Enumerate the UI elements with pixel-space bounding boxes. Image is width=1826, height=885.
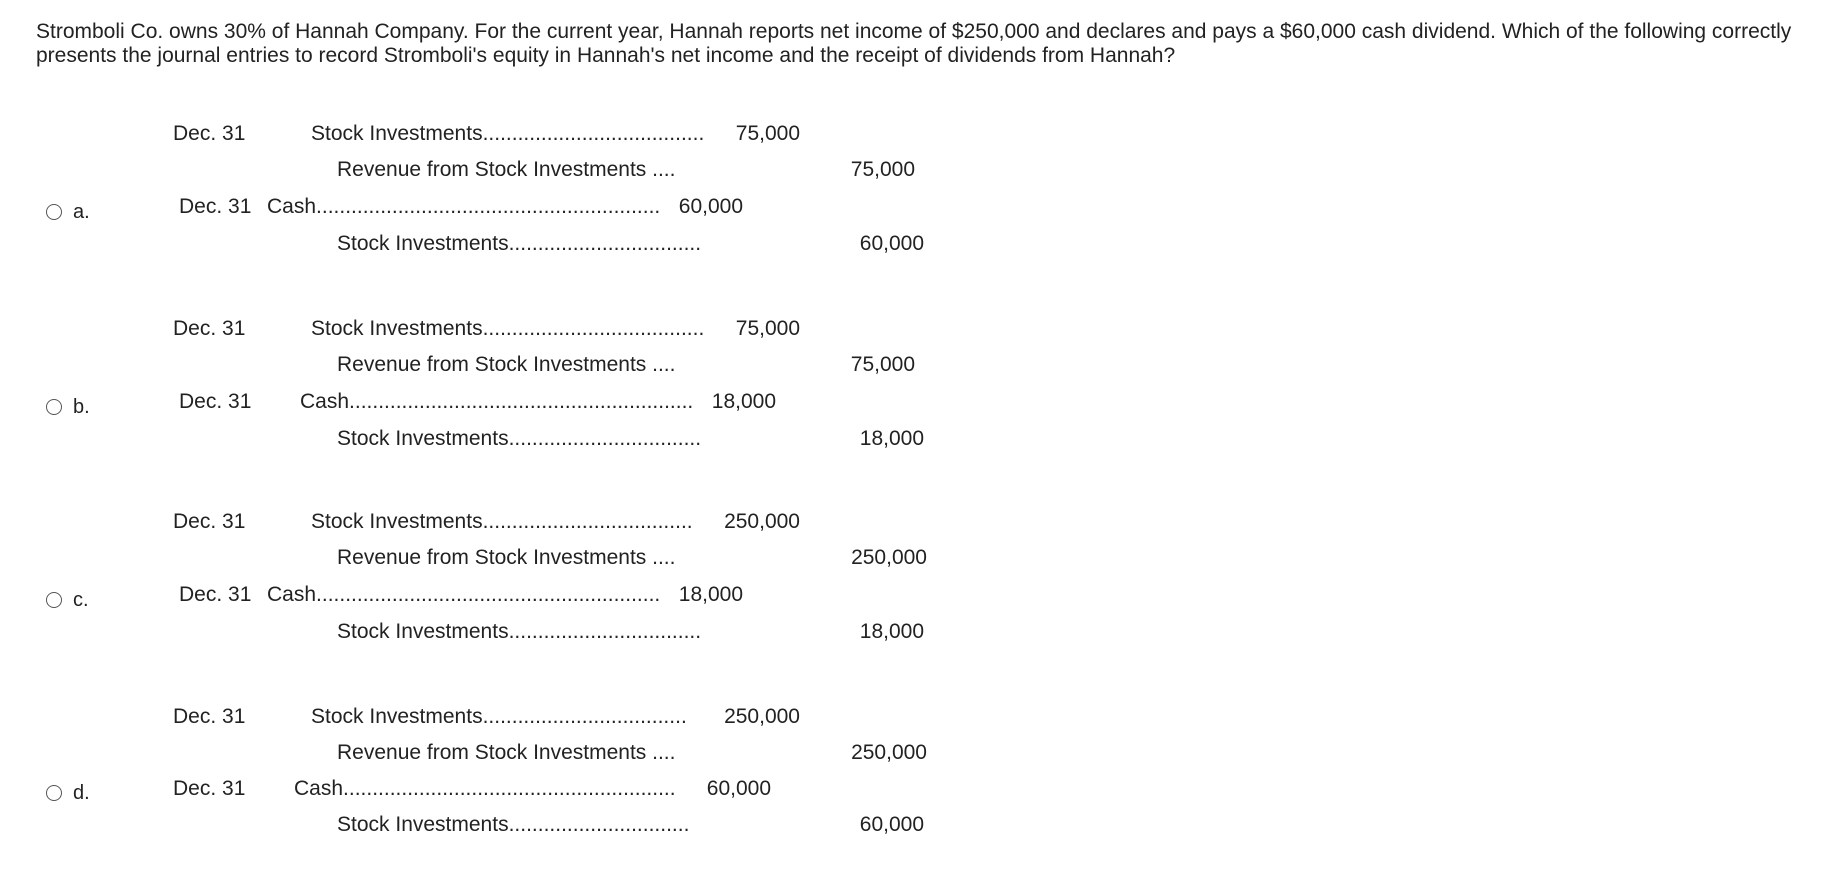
entry-date-2: Dec. 31 — [179, 390, 252, 413]
credit-amount-1: 250,000 — [851, 546, 927, 569]
option-a-radio[interactable] — [46, 204, 62, 220]
option-a-letter: a. — [73, 201, 90, 223]
credit-amount-1: 250,000 — [851, 741, 927, 764]
debit-account-line-2: Cash........................................................... — [267, 195, 661, 218]
debit-amount-2: 60,000 — [678, 195, 743, 218]
option-b-radio[interactable] — [46, 399, 62, 415]
option-a[interactable] — [0, 122, 1000, 302]
credit-account-line-1: Revenue from Stock Investments .... — [337, 158, 676, 181]
credit-account-line-2: Stock Investments................................. — [337, 620, 702, 643]
option-d-radio[interactable] — [46, 785, 62, 801]
option-b[interactable] — [0, 317, 1000, 497]
credit-amount-1: 75,000 — [850, 158, 915, 181]
option-c[interactable] — [0, 510, 1000, 690]
credit-account-line-1: Revenue from Stock Investments .... — [337, 353, 676, 376]
debit-account-line-2: Cash........................................................... — [300, 390, 694, 413]
credit-amount-2: 60,000 — [859, 232, 924, 255]
entry-date-1: Dec. 31 — [173, 317, 246, 340]
debit-amount-2: 18,000 — [711, 390, 776, 413]
debit-amount-2: 18,000 — [678, 583, 743, 606]
debit-account-line-1: Stock Investments...................................... — [311, 122, 705, 145]
credit-account-line-1: Revenue from Stock Investments .... — [337, 546, 676, 569]
debit-account-line-1: Stock Investments.................................... — [311, 510, 693, 533]
debit-amount-2: 60,000 — [706, 777, 771, 800]
credit-amount-2: 18,000 — [859, 427, 924, 450]
credit-amount-2: 18,000 — [859, 620, 924, 643]
entry-date-2: Dec. 31 — [173, 777, 246, 800]
entry-date-1: Dec. 31 — [173, 705, 246, 728]
option-d-letter: d. — [73, 782, 90, 804]
entry-date-1: Dec. 31 — [173, 122, 246, 145]
credit-amount-2: 60,000 — [859, 813, 924, 836]
debit-amount-1: 75,000 — [735, 122, 800, 145]
entry-date-2: Dec. 31 — [179, 195, 252, 218]
option-c-letter: c. — [73, 589, 89, 611]
entry-date-1: Dec. 31 — [173, 510, 246, 533]
debit-amount-1: 250,000 — [724, 510, 800, 533]
credit-amount-1: 75,000 — [850, 353, 915, 376]
debit-amount-1: 75,000 — [735, 317, 800, 340]
debit-amount-1: 250,000 — [724, 705, 800, 728]
option-b-letter: b. — [73, 396, 90, 418]
credit-account-line-1: Revenue from Stock Investments .... — [337, 741, 676, 764]
credit-account-line-2: Stock Investments................................. — [337, 427, 702, 450]
credit-account-line-2: Stock Investments................................. — [337, 232, 702, 255]
debit-account-line-2: Cash......................................................... — [294, 777, 676, 800]
entry-date-2: Dec. 31 — [179, 583, 252, 606]
debit-account-line-1: Stock Investments................................... — [311, 705, 687, 728]
question-text: Stromboli Co. owns 30% of Hannah Company. For the current year, Hannah reports net income of $250,000 and declares and pays a $60,000 cash dividend. Which of the following correctly presents the journal entries to record Stromboli's equity in Hannah's net income and the receipt of dividends from Hannah? — [36, 20, 1792, 67]
option-c-radio[interactable] — [46, 592, 62, 608]
credit-account-line-2: Stock Investments............................... — [337, 813, 690, 836]
debit-account-line-1: Stock Investments...................................... — [311, 317, 705, 340]
option-d[interactable] — [0, 705, 1000, 885]
debit-account-line-2: Cash........................................................... — [267, 583, 661, 606]
